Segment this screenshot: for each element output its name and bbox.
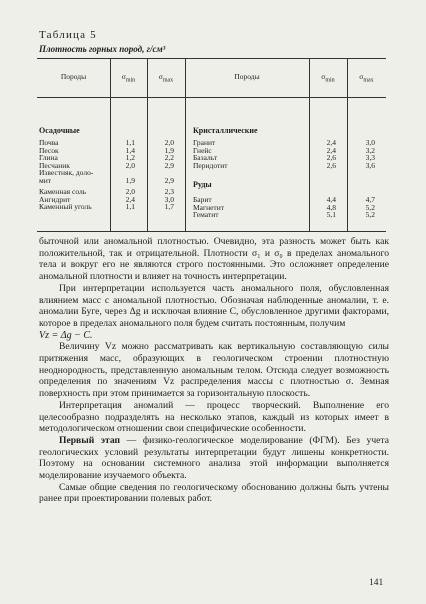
rock-min: 1,2 (125, 153, 135, 163)
rock-name: Почва (39, 138, 59, 147)
header-max-left: $\sigma_{max}$ (158, 72, 174, 84)
rock-min: 5,1 (326, 210, 336, 220)
rock-min: 1,1 (125, 202, 135, 212)
rock-max: 5,2 (365, 202, 375, 212)
rock-min: 2,4 (125, 194, 135, 204)
rock-name: Каменный уголь (39, 202, 92, 212)
rock-max: 3,0 (365, 138, 375, 147)
rock-min: 1,1 (125, 138, 135, 147)
rock-min: 2,0 (125, 187, 135, 196)
rock-max: 3,6 (365, 160, 375, 170)
rock-name: Каменная соль (39, 187, 87, 196)
rock-max: 2,9 (164, 176, 174, 185)
header-min-left: $\sigma_{min}$ (121, 72, 136, 84)
table-bottom-rule (37, 231, 386, 232)
rock-max: 3,0 (164, 194, 174, 204)
page-number: 141 (369, 578, 384, 588)
rock-max: 3,2 (365, 145, 375, 155)
rock-name: Барит (193, 195, 212, 204)
header-rocks-right: Породы (234, 72, 260, 81)
rock-name: Гематит (193, 210, 219, 220)
paragraph: быточной или аномальной плотностью. Очевидно, эта разность может быть как положительной, так и отрицательной. Плотности σ₁ и σ₀ в пределах аномального тела и вокруг его не являются строго постоянными. Это осложняет определение аномальной плотности и влияет на точность интерпретации. (39, 236, 389, 283)
rock-max: 5,2 (365, 210, 375, 220)
rock-min: 4,4 (326, 195, 336, 204)
rock-name: Перидотит (193, 160, 228, 170)
table-caption: Таблица 5 (39, 29, 97, 41)
paragraph: При интерпретации используется часть аномального поля, обусловленная влиянием масс с аномальной плотностью. Обозначая наблюденные аномалии, т. е. аномалии Буге, через Δg и исключая влияние C, обусловленное другими факторами, которое в пределах аномального поля будем считать постоянным, получим (39, 282, 389, 329)
table-title: Плотность горных пород, г/см³ (39, 44, 166, 54)
formula: Vz = Δg − C. (39, 329, 93, 341)
rock-min: 2,4 (326, 145, 336, 155)
rock-min: 1,4 (125, 145, 135, 155)
paragraph: Величину Vz можно рассматривать как вертикальную составляющую силы притяжения масс, образующих в геологическом строении плотностную неоднородность, представленную аномальным телом. Отсюда следует возможность определения по значениям Vz распределения массы с плотностью σ. Земная поверхность при этом принимается за горизонтальную плоскость. (39, 341, 389, 400)
paragraph: Интерпретация аномалий — процесс творческий. Выполнение его целесообразно подразделять на несколько этапов, каждый из которых имеет в методологическом отношении свои специфические особенности. (39, 399, 389, 435)
rock-min: 1,9 (125, 176, 135, 185)
rock-max: 2,0 (164, 138, 174, 147)
rock-min: 2,6 (326, 160, 336, 170)
paragraph: Самые общие сведения по геологическому обоснованию должны быть учтены ранее при проектировании полевых работ. (39, 481, 389, 505)
rock-min: 2,0 (125, 160, 135, 170)
rock-name: Известняк, доло- мит (39, 168, 94, 185)
body-text (39, 236, 389, 505)
rock-max: 3,3 (365, 153, 375, 163)
header-rocks-left: Породы (60, 72, 87, 81)
rock-min: 2,4 (326, 138, 336, 147)
density-table (37, 58, 386, 232)
table-header-rule (37, 97, 386, 98)
rock-name: Магнетит (193, 202, 224, 212)
rock-max: 2,2 (164, 153, 174, 163)
rock-name: Ангидрит (39, 194, 71, 204)
rock-max: 4,7 (365, 195, 375, 204)
col-divider (185, 58, 186, 232)
header-max-right: $\sigma_{max}$ (359, 72, 374, 84)
rock-max: 1,9 (164, 145, 174, 155)
group-sedimentary: Осадочные (39, 126, 80, 135)
table-top-rule (37, 58, 386, 59)
rock-name: Глина (39, 153, 58, 163)
rock-name: Базальт (193, 153, 218, 163)
rock-name: Песчаник (39, 160, 70, 170)
paragraph: Первый этап — физико-геологическое моделирование (ФГМ). Без учета геологических условий результаты интерпретации будут лишены конкретности. Поэтому на основании системного анализа этой информации выполняется моделирование изучаемого объекта. (39, 434, 390, 482)
group-crystalline: Кристаллические (193, 126, 258, 135)
rock-name: Гранит (193, 138, 216, 147)
rock-name: Песок (39, 145, 59, 155)
rock-max: 2,3 (164, 187, 174, 196)
group-ores: Руды (193, 180, 212, 189)
stage-heading: Первый этап (59, 434, 121, 446)
rock-max: 2,9 (164, 160, 174, 170)
rock-min: 4,8 (326, 202, 336, 212)
header-min-right: $\sigma_{min}$ (321, 72, 335, 84)
rock-max: 1,7 (164, 202, 174, 212)
rock-min: 2,6 (326, 153, 336, 163)
rock-name: Гнейс (193, 145, 212, 155)
